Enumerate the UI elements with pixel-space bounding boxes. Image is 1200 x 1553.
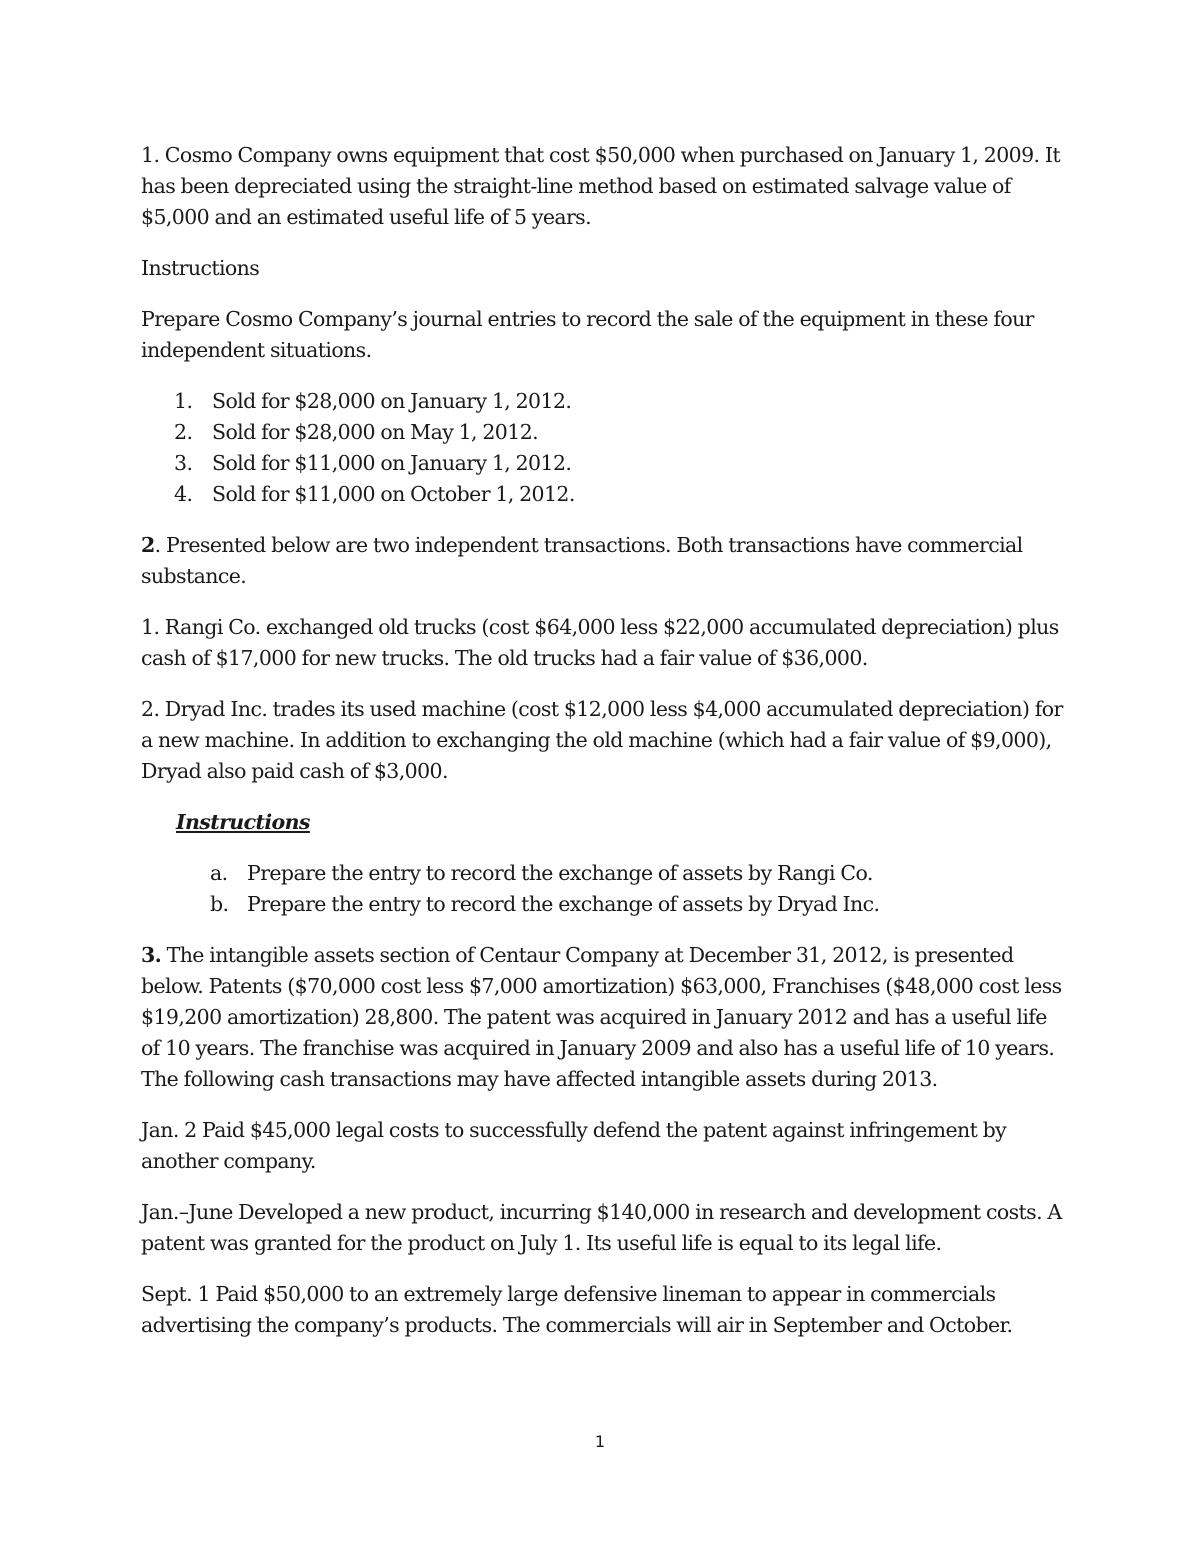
list-item [141,448,1066,479]
problem1-instructions-label: Instructions [141,256,260,280]
list-marker: b. [210,892,229,916]
list-marker: 1. [174,389,193,413]
list-marker: 4. [174,482,193,506]
problem3-number: 3. [141,943,162,967]
problem3-entry-1: Jan. 2 Paid $45,000 legal costs to successfully defend the patent against infringement by another company. [141,1118,1007,1173]
list-marker: a. [210,861,228,885]
problem1-instructions-text: Prepare Cosmo Company’s journal entries to record the sale of the equipment in these four independent situations. [141,307,1034,362]
problem2-intro-text: . Presented below are two independent transactions. Both transactions have commercial substance. [141,533,1023,588]
list-item-text: Prepare the entry to record the exchange of assets by Dryad Inc. [247,892,880,916]
list-marker: 2. [174,420,193,444]
problem3-intro [141,940,1066,1095]
problem1-situations-list [141,386,1066,510]
problem3-entry-3: Sept. 1 Paid $50,000 to an extremely large defensive lineman to appear in commercials advertising the company’s products. The commercials will air in September and October. [141,1282,1013,1337]
list-item [141,417,1066,448]
list-item [141,479,1066,510]
list-item-text: Sold for $11,000 on October 1, 2012. [212,482,575,506]
list-item-text: Prepare the entry to record the exchange of assets by Rangi Co. [247,861,873,885]
list-item-text: Sold for $28,000 on January 1, 2012. [212,389,572,413]
problem2-transaction-2: 2. Dryad Inc. trades its used machine (cost $12,000 less $4,000 accumulated depreciation) for a new machine. In addition to exchanging the old machine (which had a fair value of $9,000), Dryad also paid cash of $3,000. [141,697,1063,783]
page-number: 1 [594,1432,606,1451]
list-marker: 3. [174,451,193,475]
problem2-instructions-list [141,858,1066,920]
document-body [141,140,1066,1361]
list-item [141,889,1066,920]
problem3-intro-text: The intangible assets section of Centaur Company at December 31, 2012, is presented below. Patents ($70,000 cost less $7,000 amortization) $63,000, Franchises ($48,000 cost less $19,200 amortization) 28,800. The patent was acquired in January 2012 and has a useful life of 10 years. The franchise was acquired in January 2009 and also has a useful life of 10 years. The following cash transactions may have affected intangible assets during 2013. [141,943,1062,1091]
problem2-intro [141,530,1066,592]
problem2-transaction-1: 1. Rangi Co. exchanged old trucks (cost $64,000 less $22,000 accumulated depreciation) plus cash of $17,000 for new trucks. The old trucks had a fair value of $36,000. [141,615,1059,670]
problem2-instructions-label: Instructions [176,810,310,834]
problem3-entry-2: Jan.–June Developed a new product, incurring $140,000 in research and development costs. A patent was granted for the product on July 1. Its useful life is equal to its legal life. [141,1200,1062,1255]
list-item-text: Sold for $28,000 on May 1, 2012. [212,420,539,444]
problem2-number: 2 [141,533,155,557]
problem2-instructions-heading [141,807,1066,838]
problem1-intro: 1. Cosmo Company owns equipment that cost $50,000 when purchased on January 1, 2009. It has been depreciated using the straight-line method based on estimated salvage value of $5,000 and an estimated useful life of 5 years. [141,143,1060,229]
list-item [141,386,1066,417]
list-item [141,858,1066,889]
list-item-text: Sold for $11,000 on January 1, 2012. [212,451,572,475]
